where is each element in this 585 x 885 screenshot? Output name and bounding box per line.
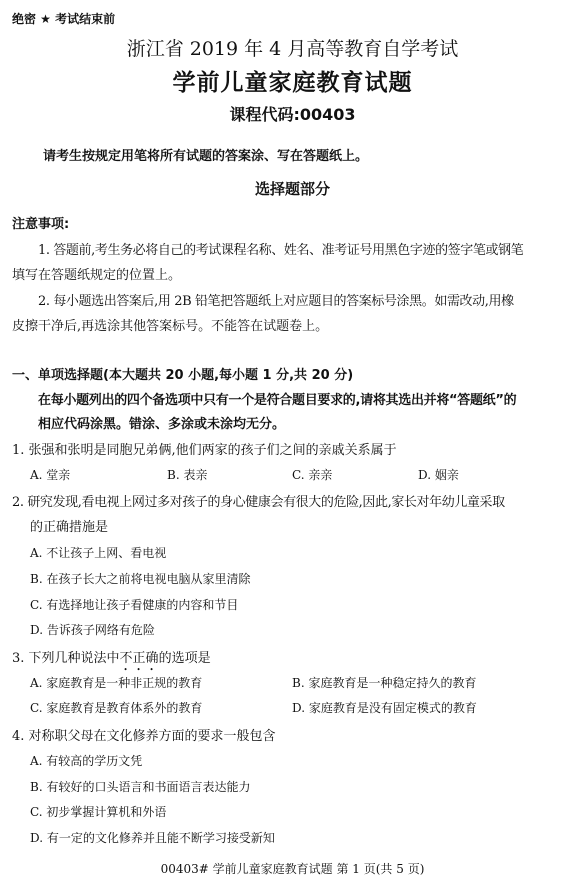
question-4-option-c: C. 初步掌握计算机和外语 xyxy=(30,805,167,819)
question-3-option-d: D. 家庭教育是没有固定模式的教育 xyxy=(292,701,477,715)
question-4-option-d: D. 有一定的文化修养并且能不断学习接受新知 xyxy=(30,831,275,845)
question-3-stem-prefix: 3. 下列几种说法中 xyxy=(12,651,120,666)
question-2-stem-line-1: 2. 研究发现,看电视上网过多对孩子的身心健康会有很大的危险,因此,家长对年幼儿童采取 xyxy=(12,495,505,510)
question-3-option-b: B. 家庭教育是一种稳定持久的教育 xyxy=(292,676,477,690)
question-4-stem: 4. 对称职父母在文化修养方面的要求一般包含 xyxy=(12,729,276,744)
question-2-option-b: B. 在孩子长大之前将电视电脑从家里清除 xyxy=(30,572,251,586)
question-3-stem xyxy=(12,647,211,674)
question-1-stem: 1. 张强和张明是同胞兄弟俩,他们两家的孩子们之间的亲戚关系属于 xyxy=(12,443,397,458)
part-1-description-line-2: 相应代码涂黑。错涂、多涂或未涂均无分。 xyxy=(38,417,286,432)
question-1-option-d: D. 姻亲 xyxy=(418,468,459,482)
section-title: 选择题部分 xyxy=(254,180,330,198)
page-footer: 00403# 学前儿童家庭教育试题 第 1 页(共 5 页) xyxy=(160,862,425,876)
note-1-line-1: 1. 答题前,考生务必将自己的考试课程名称、姓名、准考证号用黑色字迹的签字笔或钢笔 xyxy=(38,243,524,258)
question-2-option-c: C. 有选择地让孩子看健康的内容和节目 xyxy=(30,598,239,612)
question-3-option-c: C. 家庭教育是教育体系外的教育 xyxy=(30,701,203,715)
note-1-line-2: 填写在答题纸规定的位置上。 xyxy=(12,268,182,283)
part-1-heading: 一、单项选择题(本大题共 20 小题,每小题 1 分,共 20 分) xyxy=(12,368,354,383)
note-2-line-2: 皮擦干净后,再选涂其他答案标号。不能答在试题卷上。 xyxy=(12,319,329,334)
question-3-stem-suffix: 的选项是 xyxy=(158,651,211,666)
confidential-label: 绝密 ★ 考试结束前 xyxy=(12,12,116,26)
answer-instruction: 请考生按规定用笔将所有试题的答案涂、写在答题纸上。 xyxy=(43,149,369,164)
notes-heading: 注意事项: xyxy=(12,217,70,232)
course-code: 课程代码:00403 xyxy=(229,105,356,124)
question-2-option-d: D. 告诉孩子网络有危险 xyxy=(30,623,155,637)
question-4-option-b: B. 有较好的口头语言和书面语言表达能力 xyxy=(30,780,251,794)
question-3-option-a: A. 家庭教育是一种非正规的教育 xyxy=(30,676,203,690)
question-4-option-a: A. 有较高的学历文凭 xyxy=(30,754,143,768)
question-2-stem-line-2: 的正确措施是 xyxy=(30,520,109,535)
question-1-option-b: B. 表亲 xyxy=(167,468,208,482)
course-title: 学前儿童家庭教育试题 xyxy=(172,70,413,96)
question-2-option-a: A. 不让孩子上网、看电视 xyxy=(30,546,167,560)
part-1-description-line-1: 在每小题列出的四个备选项中只有一个是符合题目要求的,请将其选出并将“答题纸”的 xyxy=(38,393,517,408)
note-2-line-1: 2. 每小题选出答案后,用 2B 铅笔把答题纸上对应题目的答案标号涂黑。如需改动,用橡 xyxy=(38,294,514,309)
question-1-option-c: C. 亲亲 xyxy=(292,468,333,482)
exam-title: 浙江省 2019 年 4 月高等教育自学考试 xyxy=(126,38,459,60)
question-3-emphasis: 不正确 xyxy=(119,651,159,666)
question-1-option-a: A. 堂亲 xyxy=(30,468,71,482)
